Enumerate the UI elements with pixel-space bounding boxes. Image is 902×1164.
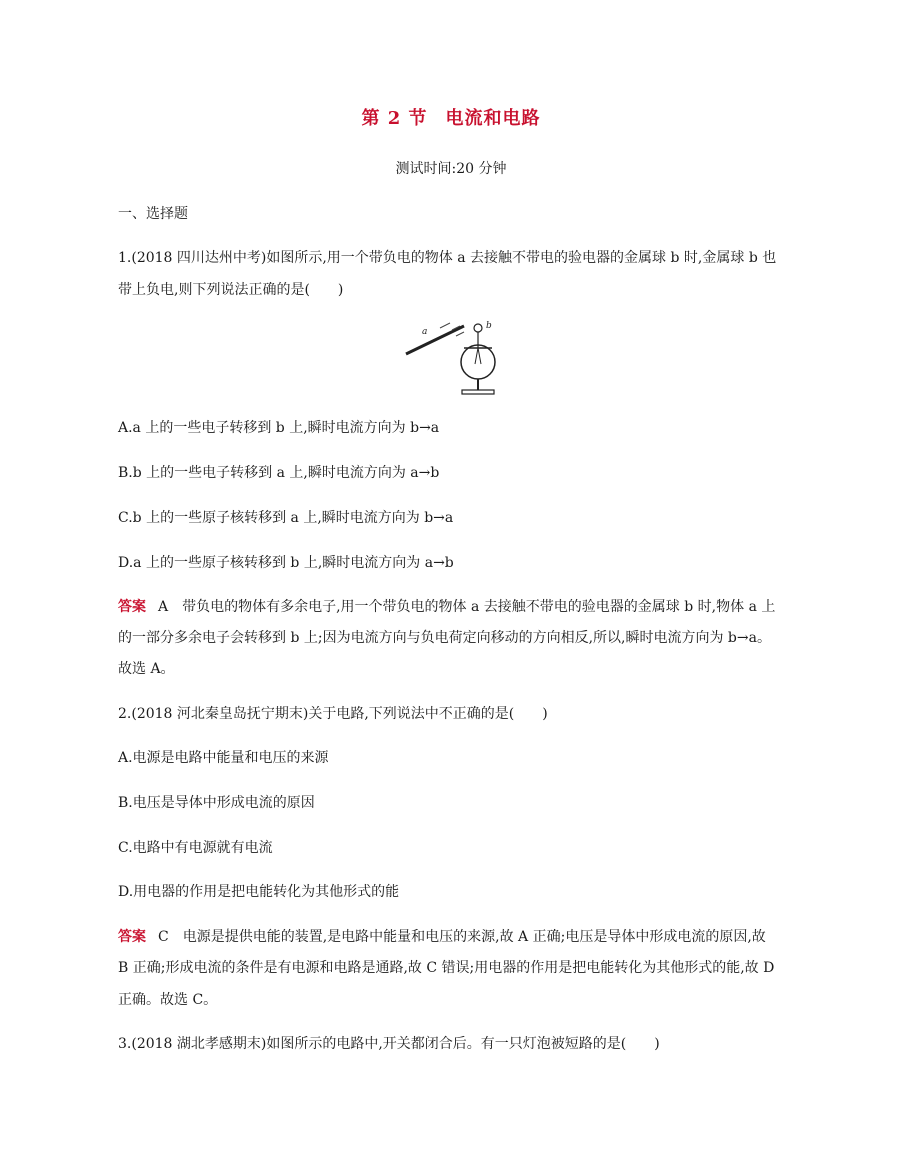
q1-option-c: C.b 上的一些原子核转移到 a 上,瞬时电流方向为 b→a <box>118 510 454 526</box>
label-a: a <box>422 327 428 337</box>
foil-right <box>478 348 481 364</box>
q2-option-c: C.电路中有电源就有电流 <box>118 840 273 856</box>
electroscope-figure <box>400 318 504 398</box>
q2-option-b: B.电压是导体中形成电流的原因 <box>118 795 315 811</box>
q1-answer-line2: 的一部分多余电子会转移到 b 上;因为电流方向与负电荷定向移动的方向相反,所以,瞬时电流方向为 b→a。 <box>118 630 771 646</box>
q1-option-a: A.a 上的一些电子转移到 b 上,瞬时电流方向为 b→a <box>118 420 440 436</box>
q2-answer-label: 答案 <box>118 929 146 945</box>
section-title <box>0 104 902 130</box>
q3-stem: 3.(2018 湖北孝感期末)如图所示的电路中,开关都闭合后。有一只灯泡被短路的是( ) <box>118 1036 660 1052</box>
charge-mark-3 <box>456 332 464 336</box>
charged-rod <box>406 326 464 354</box>
q1-answer-line1 <box>118 597 798 617</box>
stand-base <box>462 390 494 394</box>
section-name: 电流和电路 <box>445 108 541 129</box>
q1-stem-line1: 1.(2018 四川达州中考)如图所示,用一个带负电的物体 a 去接触不带电的验电器的金属球 b 时,金属球 b 也 <box>118 250 777 266</box>
q1-answer-label: 答案 <box>118 599 146 615</box>
label-b: b <box>486 321 492 331</box>
section-number: 第 2 节 <box>361 108 428 129</box>
q1-answer-line3: 故选 A。 <box>118 661 175 677</box>
q2-answer-line2: B 正确;形成电流的条件是有电源和电路是通路,故 C 错误;用电器的作用是把电能转化为其他形式的能,故 D <box>118 960 775 976</box>
section-heading: 一、选择题 <box>118 206 188 222</box>
charge-mark-1 <box>440 323 450 328</box>
test-time: 测试时间:20 分钟 <box>395 161 507 177</box>
q1-option-d: D.a 上的一些原子核转移到 b 上,瞬时电流方向为 a→b <box>118 555 454 571</box>
q2-answer-line1 <box>118 927 798 947</box>
q2-stem: 2.(2018 河北秦皇岛抚宁期末)关于电路,下列说法中不正确的是( ) <box>118 706 548 722</box>
metal-ball <box>474 324 482 332</box>
q2-answer-line3: 正确。故选 C。 <box>118 992 218 1008</box>
q1-option-b: B.b 上的一些电子转移到 a 上,瞬时电流方向为 a→b <box>118 465 440 481</box>
q2-answer-text1: C 电源是提供电能的装置,是电路中能量和电压的来源,故 A 正确;电压是导体中形成电流的原因,故 <box>158 929 766 945</box>
q2-option-d: D.用电器的作用是把电能转化为其他形式的能 <box>118 884 400 900</box>
foil-left <box>475 348 478 364</box>
q1-stem-line2: 带上负电,则下列说法正确的是( ) <box>118 282 344 298</box>
q1-answer-text1: A 带负电的物体有多余电子,用一个带负电的物体 a 去接触不带电的验电器的金属球 b 时,物体 a 上 <box>158 599 776 615</box>
q2-option-a: A.电源是电路中能量和电压的来源 <box>118 750 329 766</box>
